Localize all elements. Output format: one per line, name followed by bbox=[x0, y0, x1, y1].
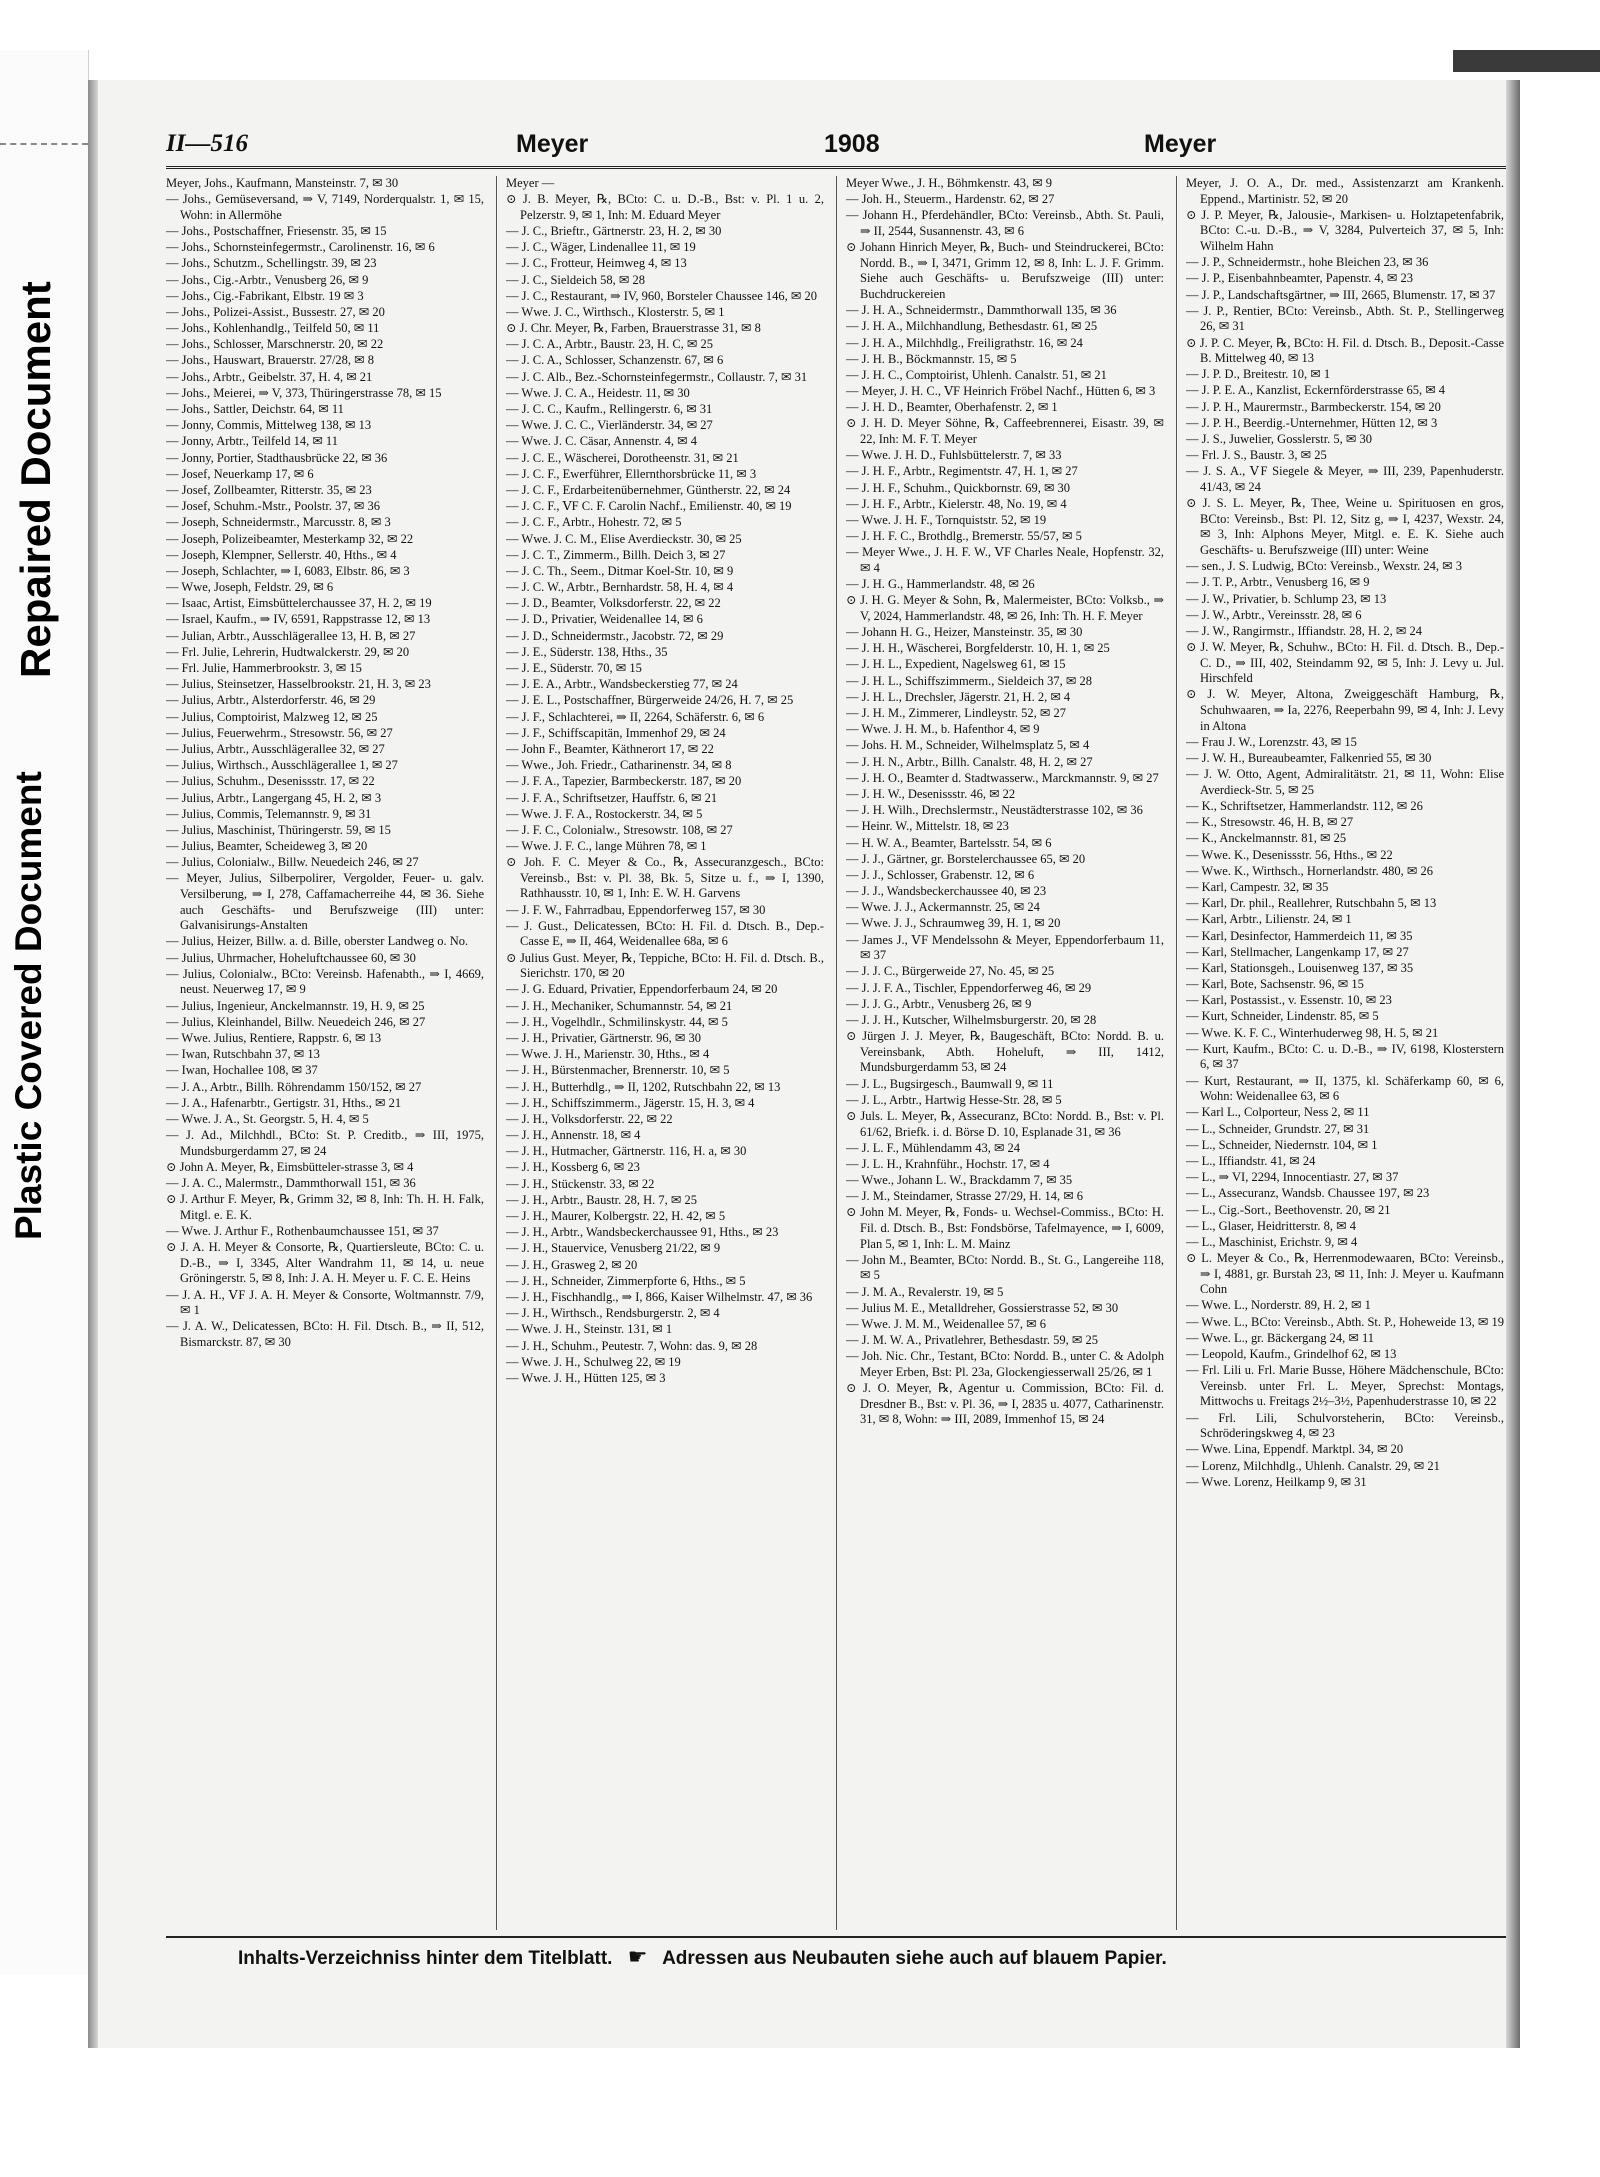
directory-entry: — Karl, Dr. phil., Reallehrer, Rutschbahn 5, ✉ 13 bbox=[1186, 896, 1437, 911]
directory-entry: — J. J. H., Kutscher, Wilhelmsburgerstr. 20, ✉ 28 bbox=[846, 1013, 1097, 1027]
directory-entry: — J. H. A., Schneidermstr., Dammthorwall 135, ✉ 36 bbox=[846, 303, 1117, 318]
directory-entry: ⊙ L. Meyer & Co., ℞, Herrenmodewaaren, BCto: Vereinsb., ⇒ I, 4881, gr. Burstah 23, ✉ 11, Inh: J. Meyer u. Kaufmann Cohn bbox=[1186, 1251, 1504, 1297]
directory-entry: — J. H. B., Böckmannstr. 15, ✉ 5 bbox=[846, 351, 1017, 366]
directory-entry: — John F., Beamter, Käthnerort 17, ✉ 22 bbox=[506, 741, 714, 756]
directory-entry: — Frl. J. S., Baustr. 3, ✉ 25 bbox=[1186, 448, 1327, 463]
directory-entry: — L., Assecuranz, Wandsb. Chaussee 197, ✉ 23 bbox=[1186, 1186, 1430, 1201]
directory-entry: — Johs., Cig.-Fabrikant, Elbstr. 19 ✉ 3 bbox=[166, 288, 364, 303]
directory-entry: — J. D., Privatier, Weidenallee 14, ✉ 6 bbox=[506, 612, 703, 627]
directory-entry: — J. A. H., ⅤF J. A. H. Meyer & Consorte, Woltmannstr. 7/9, ✉ 1 bbox=[166, 1287, 484, 1318]
directory-entry: — J. P. E. A., Kanzlist, Eckernförderstrasse 65, ✉ 4 bbox=[1186, 383, 1446, 398]
directory-entry: — Julius, Commis, Telemannstr. 9, ✉ 31 bbox=[166, 806, 372, 821]
directory-entry: — Kurt, Kaufm., BCto: C. u. D.-B., ⇒ IV, 6198, Klosterstern 6, ✉ 37 bbox=[1186, 1041, 1504, 1072]
column-divider bbox=[836, 176, 837, 1930]
column-1 bbox=[166, 176, 484, 1930]
directory-entry: — James J., ⅤF Mendelssohn & Meyer, Eppendorferbaum 11, ✉ 37 bbox=[846, 932, 1164, 963]
directory-entry: ⊙ John M. Meyer, ℞, Fonds- u. Wechsel-Commiss., BCto: H. Fil. d. Dtsch. B., Bst: Fondsbörse, Tafelmayence, ⇒ I, 6009, Plan 5, ✉ 1, Inh: L. M. Mainz bbox=[846, 1205, 1164, 1251]
directory-entry: — H. W. A., Beamter, Bartelsstr. 54, ✉ 6 bbox=[846, 835, 1052, 850]
directory-entry: — Frau J. W., Lorenzstr. 43, ✉ 15 bbox=[1186, 734, 1357, 749]
directory-entry: — J. H. F., Arbtr., Regimentstr. 47, H. 1, ✉ 27 bbox=[846, 464, 1078, 479]
directory-entry: ⊙ J. W. Meyer, ℞, Schuhw., BCto: H. Fil. d. Dtsch. B., Dep.-C. D., ⇒ III, 402, Steindamm 92, ✉ 5, Inh: J. Levy u. Jul. Hirschfeld bbox=[1186, 640, 1504, 686]
directory-entry: — J. H. F. C., Brothdlg., Bremerstr. 55/57, ✉ 5 bbox=[846, 529, 1082, 544]
directory-entry: — Johs., Arbtr., Geibelstr. 37, H. 4, ✉ 21 bbox=[166, 369, 373, 384]
directory-entry: — J. H. G., Hammerlandstr. 48, ✉ 26 bbox=[846, 577, 1035, 592]
directory-entry: Meyer Wwe., J. H., Böhmkenstr. 43, ✉ 9 bbox=[846, 176, 1053, 190]
directory-entry: — Wwe., Joh. Friedr., Catharinenstr. 34, ✉ 8 bbox=[506, 758, 732, 773]
directory-entry: — J. H., Schiffszimmerm., Jägerstr. 15, H. 3, ✉ 4 bbox=[506, 1095, 755, 1110]
directory-entry: — J. E. L., Postschaffner, Bürgerweide 24/26, H. 7, ✉ 25 bbox=[506, 693, 794, 708]
directory-entry: — J. C., Wäger, Lindenallee 11, ✉ 19 bbox=[506, 240, 696, 255]
directory-entry: — L., Schneider, Niedernstr. 104, ✉ 1 bbox=[1186, 1137, 1378, 1152]
directory-entry: — Wwe, Joseph, Feldstr. 29, ✉ 6 bbox=[166, 580, 334, 595]
directory-entry: — Wwe. J. A., St. Georgstr. 5, H. 4, ✉ 5 bbox=[166, 1111, 369, 1126]
directory-entry: — Julius, Heizer, Billw. a. d. Bille, oberster Landweg o. No. bbox=[166, 934, 469, 949]
directory-entry: — J. H., Kossberg 6, ✉ 23 bbox=[506, 1160, 640, 1175]
directory-entry: — J. J. F. A., Tischler, Eppendorferweg 46, ✉ 29 bbox=[846, 980, 1092, 995]
directory-entry: — J. H., Stückenstr. 33, ✉ 22 bbox=[506, 1176, 655, 1191]
directory-entry: — J. F., Schiffscapitän, Immenhof 29, ✉ 24 bbox=[506, 725, 726, 740]
directory-entry: — J. W. Otto, Agent, Admiralitätstr. 21, ✉ 11, Wohn: Elise Averdieck-Str. 5, ✉ 25 bbox=[1186, 767, 1504, 797]
directory-entry: — L., Glaser, Heidritterstr. 8, ✉ 4 bbox=[1186, 1218, 1357, 1233]
directory-entry: — Johann H., Pferdehändler, BCto: Vereinsb., Abth. St. Pauli, ⇒ II, 2544, Susannenstr. 43, ✉ 6 bbox=[846, 208, 1164, 238]
directory-entry: ⊙ Julius Gust. Meyer, ℞, Teppiche, BCto: H. Fil. d. Dtsch. B., Sierichstr. 170, ✉ 20 bbox=[506, 950, 824, 981]
directory-entry: — J. J., Gärtner, gr. Borstelerchaussee 65, ✉ 20 bbox=[846, 851, 1086, 866]
directory-entry: — Wwe. Lina, Eppendf. Marktpl. 34, ✉ 20 bbox=[1186, 1442, 1404, 1457]
directory-entry: — J. H. Wilh., Drechslermstr., Neustädterstrasse 102, ✉ 36 bbox=[846, 803, 1143, 818]
directory-entry: — J. E., Süderstr. 138, Hths., 35 bbox=[506, 644, 668, 659]
directory-entry: — Iwan, Hochallee 108, ✉ 37 bbox=[166, 1063, 318, 1078]
directory-page bbox=[88, 80, 1520, 2048]
directory-entry: ⊙ John A. Meyer, ℞, Eimsbütteler-strasse 3, ✉ 4 bbox=[166, 1159, 414, 1174]
directory-entry: — J. J., Schlosser, Grabenstr. 12, ✉ 6 bbox=[846, 867, 1035, 882]
running-head-right: Meyer bbox=[1144, 130, 1217, 158]
directory-entry: — J. L., Arbtr., Hartwig Hesse-Str. 28, ✉ 5 bbox=[846, 1092, 1062, 1107]
directory-entry: — J. H. L., Schiffszimmerm., Sieldeich 37, ✉ 28 bbox=[846, 673, 1092, 688]
directory-entry: ⊙ J. S. L. Meyer, ℞, Thee, Weine u. Spirituosen en gros, BCto: Vereinsb., Bst: Pl. 12, Sitz g, ⇒ I, 4237, Wexstr. 24, ✉ 3, Inh: Alphons Meyer, Mitgl. e. E. K. Siehe auch Geschäfts- u. Berufszweige (III) unter: Weine bbox=[1186, 496, 1504, 557]
directory-entry: — J. C. Alb., Bez.-Schornsteinfegermstr., Collaustr. 7, ✉ 31 bbox=[506, 369, 808, 384]
directory-entry: ⊙ Johann Hinrich Meyer, ℞, Buch- und Steindruckerei, BCto: Nordd. B., ⇒ I, 3471, Grimm 12, ✉ 8, Inh: L. J. F. Grimm. Siehe auch Geschäfts- u. Berufszweige (III) unter: Buchdruckereien bbox=[846, 240, 1164, 301]
directory-entry: — Wwe. J. C., Wirthsch., Klosterstr. 5, ✉ 1 bbox=[506, 304, 725, 319]
directory-entry: — Julius, Colonialw., Billw. Neuedeich 246, ✉ 27 bbox=[166, 855, 419, 870]
directory-entry: — Joseph, Schneidermstr., Marcusstr. 8, ✉ 3 bbox=[166, 515, 391, 530]
directory-entry: — J. H. L., Drechsler, Jägerstr. 21, H. 2, ✉ 4 bbox=[846, 689, 1071, 704]
directory-entry: — Johann H. G., Heizer, Mansteinstr. 35, ✉ 30 bbox=[846, 625, 1083, 640]
directory-entry: — Josef, Schuhm.-Mstr., Poolstr. 37, ✉ 36 bbox=[166, 499, 380, 514]
directory-entry: — Johs., Kohlenhandlg., Teilfeld 50, ✉ 11 bbox=[166, 321, 380, 336]
directory-entry: — Wwe. K., Wirthsch., Hornerlandstr. 480, ✉ 26 bbox=[1186, 863, 1433, 878]
directory-entry: — L., Maschinist, Erichstr. 9, ✉ 4 bbox=[1186, 1234, 1358, 1249]
directory-entry: — Johs. H. M., Schneider, Wilhelmsplatz 5, ✉ 4 bbox=[846, 738, 1090, 753]
directory-entry: — J. H., Maurer, Kolbergstr. 22, H. 42, ✉ 5 bbox=[506, 1209, 726, 1224]
directory-entry: ⊙ J. B. Meyer, ℞, BCto: C. u. D.-B., Bst: v. Pl. 1 u. 2, Pelzerstr. 9, ✉ 1, Inh: M. Eduard Meyer bbox=[506, 192, 824, 222]
scan-edge-bar bbox=[1453, 50, 1600, 72]
directory-entry: — J. H. H., Wäscherei, Borgfelderstr. 10, H. 1, ✉ 25 bbox=[846, 641, 1110, 656]
directory-entry: — J. E., Süderstr. 70, ✉ 15 bbox=[506, 661, 642, 676]
directory-entry: — Julius, Beamter, Scheideweg 3, ✉ 20 bbox=[166, 839, 368, 854]
directory-entry: — J. H. L., Expedient, Nagelsweg 61, ✉ 15 bbox=[846, 657, 1066, 672]
directory-entry: — J. C. F., Ewerführer, Ellernthorsbrücke 11, ✉ 3 bbox=[506, 466, 757, 481]
directory-entry: — Wwe. J. F. C., lange Mühren 78, ✉ 1 bbox=[506, 839, 707, 854]
directory-entry: — Wwe. K. F. C., Winterhuderweg 98, H. 5, ✉ 21 bbox=[1186, 1025, 1439, 1040]
directory-entry: — J. T. P., Arbtr., Venusberg 16, ✉ 9 bbox=[1186, 575, 1370, 590]
directory-entry: — J. Gust., Delicatessen, BCto: H. Fil. d. Dtsch. B., Dep.-Casse E, ⇒ II, 464, Weidenallee 68a, ✉ 6 bbox=[506, 918, 824, 949]
running-head-left: Meyer bbox=[516, 130, 589, 158]
directory-entry: — K., Stresowstr. 46, H. B, ✉ 27 bbox=[1186, 815, 1354, 830]
directory-entry: — J. A., Arbtr., Billh. Röhrendamm 150/152, ✉ 27 bbox=[166, 1079, 422, 1094]
directory-entry: — Wwe. J. H., Marienstr. 30, Hths., ✉ 4 bbox=[506, 1047, 710, 1062]
directory-entry: — Meyer Wwe., J. H. F. W., ⅤF Charles Neale, Hopfenstr. 32, ✉ 4 bbox=[846, 545, 1164, 575]
directory-entry: — J. H., Arbtr., Baustr. 28, H. 7, ✉ 25 bbox=[506, 1192, 698, 1207]
directory-entry: — J. H. F., Schuhm., Quickbornstr. 69, ✉ 30 bbox=[846, 480, 1071, 495]
directory-entry: — J. H. A., Milchhdlg., Freiligrathstr. 16, ✉ 24 bbox=[846, 335, 1083, 350]
directory-entry: — Karl, Arbtr., Lilienstr. 24, ✉ 1 bbox=[1186, 912, 1352, 927]
directory-entry: — Karl, Campestr. 32, ✉ 35 bbox=[1186, 879, 1329, 894]
directory-entry: — Kurt, Schneider, Lindenstr. 85, ✉ 5 bbox=[1186, 1009, 1379, 1024]
directory-entry: — J. H. C., Comptoirist, Uhlenh. Canalstr. 51, ✉ 21 bbox=[846, 367, 1107, 382]
page-footer bbox=[238, 1944, 1468, 1974]
directory-entry: — Wwe. Julius, Rentiere, Rappstr. 6, ✉ 13 bbox=[166, 1030, 382, 1045]
directory-entry: — Wwe. J. Arthur F., Rothenbaumchaussee 151, ✉ 37 bbox=[166, 1224, 439, 1239]
column-divider bbox=[496, 176, 497, 1930]
directory-entry: — J. H. A., Milchhandlung, Bethesdastr. 61, ✉ 25 bbox=[846, 319, 1098, 334]
directory-entry: — J. L. H., Krahnführ., Hochstr. 17, ✉ 4 bbox=[846, 1156, 1050, 1171]
directory-entry: — Israel, Kaufm., ⇒ IV, 6591, Rappstrasse 12, ✉ 13 bbox=[166, 612, 431, 627]
directory-entry: — Julius, Colonialw., BCto: Vereinsb. Hafenabth., ⇒ I, 4669, neust. Neuerweg 17, ✉ 9 bbox=[166, 966, 484, 997]
directory-entry: — Julius, Arbtr., Alsterdorferstr. 46, ✉ 29 bbox=[166, 693, 376, 708]
directory-entry: — Joseph, Schlachter, ⇒ I, 6083, Elbstr. 86, ✉ 3 bbox=[166, 563, 410, 578]
directory-entry: — J. H., Hutmacher, Gärtnerstr. 116, H. a, ✉ 30 bbox=[506, 1144, 747, 1159]
directory-entry: — Johs., Sattler, Deichstr. 64, ✉ 11 bbox=[166, 402, 344, 417]
directory-entry: — J. H. D., Beamter, Oberhafenstr. 2, ✉ 1 bbox=[846, 400, 1058, 415]
directory-entry: — J. F. C., Colonialw., Stresowstr. 108, ✉ 27 bbox=[506, 822, 733, 837]
directory-entry: — J. H., Privatier, Gärtnerstr. 96, ✉ 30 bbox=[506, 1030, 702, 1045]
directory-entry: — Johs., Postschaffner, Friesenstr. 35, ✉ 15 bbox=[166, 223, 387, 238]
directory-entry: — Joseph, Klempner, Sellerstr. 40, Hths., ✉ 4 bbox=[166, 547, 397, 562]
directory-entry: — Wwe. J. H. M., b. Hafenthor 4, ✉ 9 bbox=[846, 722, 1040, 737]
directory-entry: — J. W., Privatier, b. Schlump 23, ✉ 13 bbox=[1186, 591, 1387, 606]
directory-entry: — Julius, Arbtr., Ausschlägerallee 32, ✉ 27 bbox=[166, 741, 385, 756]
directory-entry: — Lorenz, Milchhdlg., Uhlenh. Canalstr. 29, ✉ 21 bbox=[1186, 1458, 1440, 1473]
column-divider bbox=[1176, 176, 1177, 1930]
directory-entry: — J. H., Vogelhdlr., Schmilinskystr. 44, ✉ 5 bbox=[506, 1014, 728, 1029]
directory-entry: — Wwe. J. H. F., Tornquiststr. 52, ✉ 19 bbox=[846, 512, 1047, 527]
directory-entry: — Wwe. J. H. D., Fuhlsbüttelerstr. 7, ✉ 33 bbox=[846, 448, 1062, 463]
directory-entry: — Karl L., Colporteur, Ness 2, ✉ 11 bbox=[1186, 1105, 1370, 1120]
directory-entry: — J. J. C., Bürgerweide 27, No. 45, ✉ 25 bbox=[846, 964, 1055, 979]
tab-dashed-line bbox=[0, 143, 88, 145]
directory-entry: — sen., J. S. Ludwig, BCto: Vereinsb., Wexstr. 24, ✉ 3 bbox=[1186, 559, 1463, 574]
directory-entry: — J. W. H., Bureaubeamter, Falkenried 55, ✉ 30 bbox=[1186, 751, 1432, 766]
directory-entry: — Karl, Stationsgeh., Louisenweg 137, ✉ 35 bbox=[1186, 960, 1414, 975]
directory-entry: — Johs., Gemüseversand, ⇒ V, 7149, Norderqualstr. 1, ✉ 15, Wohn: in Allermöhe bbox=[166, 192, 484, 222]
directory-entry: — Wwe. J. C. Cäsar, Annenstr. 4, ✉ 4 bbox=[506, 434, 697, 449]
directory-entry: — Julius, Feuerwehrm., Stresowstr. 56, ✉ 27 bbox=[166, 725, 393, 740]
directory-entry: — J. P. H., Beerdig.-Unternehmer, Hütten 12, ✉ 3 bbox=[1186, 415, 1438, 430]
directory-entry: — J. P., Landschaftsgärtner, ⇒ III, 2665, Blumenstr. 17, ✉ 37 bbox=[1186, 287, 1496, 302]
directory-entry: ⊙ J. H. D. Meyer Söhne, ℞, Caffeebrennerei, Eisastr. 39, ✉ 22, Inh: M. F. T. Meyer bbox=[846, 416, 1164, 447]
directory-entry: ⊙ J. P. C. Meyer, ℞, BCto: H. Fil. d. Dtsch. B., Deposit.-Casse B. Mittelweg 40, ✉ 13 bbox=[1186, 335, 1504, 366]
directory-entry: Meyer, J. O. A., Dr. med., Assistenzarzt am Krankenh. Eppend., Martinistr. 52, ✉ 20 bbox=[1186, 176, 1504, 206]
directory-entry: — J. C. Th., Seem., Ditmar Koel-Str. 10, ✉ 9 bbox=[506, 563, 734, 578]
page-number: II—516 bbox=[166, 130, 248, 157]
directory-entry: — Wwe. L., Norderstr. 89, H. 2, ✉ 1 bbox=[1186, 1298, 1371, 1313]
directory-entry: — Frl. Julie, Hammerbrookstr. 3, ✉ 15 bbox=[166, 661, 362, 676]
directory-entry: — Wwe. J. J., Ackermannstr. 25, ✉ 24 bbox=[846, 900, 1040, 915]
directory-entry: — Wwe. J. H., Schulweg 22, ✉ 19 bbox=[506, 1354, 681, 1369]
page-binding-edge bbox=[88, 80, 98, 2048]
directory-entry: — Johs., Schutzm., Schellingstr. 39, ✉ 23 bbox=[166, 256, 377, 271]
pointing-hand-icon: ☛ bbox=[627, 1944, 648, 1969]
directory-columns bbox=[166, 176, 1506, 1930]
directory-entry: — J. H., Grasweg 2, ✉ 20 bbox=[506, 1257, 638, 1272]
directory-entry: — Joh. Nic. Chr., Testant, BCto: Nordd. B., unter C. & Adolph Meyer Erben, Bst: Pl. 23a, Glockengiesserwall 25/26, ✉ 1 bbox=[846, 1349, 1164, 1379]
directory-entry: — Wwe. J. F. A., Rostockerstr. 34, ✉ 5 bbox=[506, 806, 703, 821]
directory-entry: — Meyer, Julius, Silberpolirer, Vergolder, Feuer- u. galv. Versilberung, ⇒ I, 278, Caffamacherreihe 44, ✉ 36. Siehe auch Geschäfts- und Berufszweige (III) unter: Galvanisirungs-Anstalten bbox=[166, 871, 484, 933]
directory-entry: — Julius, Maschinist, Thüringerstr. 59, ✉ 15 bbox=[166, 822, 391, 837]
directory-entry: — L., Schneider, Grundstr. 27, ✉ 31 bbox=[1186, 1121, 1370, 1136]
directory-entry: — Julius, Schuhm., Desenissstr. 17, ✉ 22 bbox=[166, 774, 375, 789]
directory-entry: ⊙ J. P. Meyer, ℞, Jalousie-, Markisen- u. Holztapetenfabrik, BCto: C.-u. D.-B., ⇒ V, 3284, Pulverteich 37, ✉ 5, Inh: Wilhelm Hahn bbox=[1186, 207, 1504, 253]
repaired-document-label: Repaired Document bbox=[12, 281, 59, 678]
footer-index-note: Inhalts-Verzeichniss hinter dem Titelblatt. bbox=[238, 1948, 613, 1969]
directory-entry: — J. P., Schneidermstr., hohe Bleichen 23, ✉ 36 bbox=[1186, 255, 1429, 270]
directory-entry: — Leopold, Kaufm., Grindelhof 62, ✉ 13 bbox=[1186, 1347, 1397, 1361]
header-rule bbox=[166, 166, 1506, 169]
directory-entry: — Wwe. Lorenz, Heilkamp 9, ✉ 31 bbox=[1186, 1474, 1367, 1489]
directory-entry: — J. H., Stauervice, Venusberg 21/22, ✉ 9 bbox=[506, 1241, 721, 1256]
directory-entry: — Jonny, Commis, Mittelweg 138, ✉ 13 bbox=[166, 418, 372, 433]
directory-entry: — J. F. A., Tapezier, Barmbeckerstr. 187, ✉ 20 bbox=[506, 774, 742, 789]
directory-entry: ⊙ J. A. H. Meyer & Consorte, ℞, Quartiersleute, BCto: C. u. D.-B., ⇒ I, 3345, Alter Wandrahm 11, ✉ 14, u. neue Gröningerstr. 5, ✉ 8, Inh: J. A. H. Meyer u. F. C. E. Heins bbox=[166, 1240, 484, 1286]
page-outer-edge bbox=[1506, 80, 1520, 2048]
directory-entry: — Karl, Postassist., v. Essenstr. 10, ✉ 23 bbox=[1186, 993, 1392, 1008]
directory-entry: ⊙ Joh. F. C. Meyer & Co., ℞, Assecuranzgesch., BCto: Vereinsb., Bst: v. Pl. 38, Bk. 5, Sitze u. f., ⇒ I, 1390, Rathhausstr. 10, ✉ 1, Inh: E. W. H. Garvens bbox=[506, 855, 824, 901]
directory-entry: — J. H., Bürstenmacher, Brennerstr. 10, ✉ 5 bbox=[506, 1063, 730, 1078]
directory-entry: — J. H. O., Beamter d. Stadtwasserw., Marckmannstr. 9, ✉ 27 bbox=[846, 770, 1159, 785]
column-2 bbox=[506, 176, 824, 1930]
directory-entry: — J. C. E., Wäscherei, Dorotheenstr. 31, ✉ 21 bbox=[506, 450, 739, 465]
directory-entry: — J. L. F., Mühlendamm 43, ✉ 24 bbox=[846, 1140, 1021, 1155]
directory-entry: — Johs., Schornsteinfegermstr., Carolinenstr. 16, ✉ 6 bbox=[166, 240, 435, 255]
directory-entry: — Frl. Julie, Lehrerin, Hudtwalckerstr. 29, ✉ 20 bbox=[166, 644, 410, 659]
directory-entry: ⊙ J. Arthur F. Meyer, ℞, Grimm 32, ✉ 8, Inh: Th. H. H. Falk, Mitgl. e. E. K. bbox=[166, 1192, 484, 1222]
directory-entry: — J. Ad., Milchhdl., BCto: St. P. Creditb., ⇒ III, 1975, Mundsburgerdamm 27, ✉ 24 bbox=[166, 1128, 484, 1158]
column-4 bbox=[1186, 176, 1504, 1930]
directory-entry: — John M., Beamter, BCto: Nordd. B., St. G., Langereihe 118, ✉ 5 bbox=[846, 1252, 1164, 1283]
directory-entry: — Julius, Ingenieur, Anckelmannstr. 19, H. 9, ✉ 25 bbox=[166, 998, 425, 1013]
directory-entry: — J. A. W., Delicatessen, BCto: H. Fil. Dtsch. B., ⇒ II, 512, Bismarckstr. 87, ✉ 30 bbox=[166, 1319, 484, 1349]
directory-entry: ⊙ Juls. L. Meyer, ℞, Assecuranz, BCto: Nordd. B., Bst: v. Pl. 61/62, Briefk. i. d. Börse D. 10, Esplanade 31, ✉ 36 bbox=[846, 1108, 1164, 1139]
directory-entry: — J. D., Schneidermstr., Jacobstr. 72, ✉ 29 bbox=[506, 628, 724, 643]
page-header bbox=[166, 122, 1506, 166]
directory-entry: — J. P., Eisenbahnbeamter, Papenstr. 4, ✉ 23 bbox=[1186, 271, 1413, 286]
directory-entry: — J. L., Bugsirgesch., Baumwall 9, ✉ 11 bbox=[846, 1076, 1054, 1091]
directory-entry: — Isaac, Artist, Eimsbüttelerchaussee 37, H. 2, ✉ 19 bbox=[166, 596, 432, 611]
directory-entry: — J. H., Schuhm., Peutestr. 7, Wohn: das. 9, ✉ 28 bbox=[506, 1338, 758, 1353]
directory-entry: — K., Anckelmannstr. 81, ✉ 25 bbox=[1186, 831, 1347, 846]
directory-entry: — J. F., Schlachterei, ⇒ II, 2264, Schäferstr. 6, ✉ 6 bbox=[506, 709, 765, 724]
directory-entry: — L., ⇒ VI, 2294, Innocentiastr. 27, ✉ 37 bbox=[1186, 1170, 1399, 1185]
directory-entry: — Wwe. J. M. M., Weidenallee 57, ✉ 6 bbox=[846, 1317, 1046, 1331]
directory-entry: — J. P. D., Breitestr. 10, ✉ 1 bbox=[1186, 367, 1331, 382]
directory-entry: — Julius, Arbtr., Langergang 45, H. 2, ✉ 3 bbox=[166, 790, 382, 805]
directory-entry: — Johs., Hauswart, Brauerstr. 27/28, ✉ 8 bbox=[166, 353, 375, 368]
directory-entry: — L., Iffiandstr. 41, ✉ 24 bbox=[1186, 1153, 1316, 1168]
directory-entry: — J. A., Hafenarbtr., Gertigstr. 31, Hths., ✉ 21 bbox=[166, 1095, 402, 1110]
directory-entry: — J. C. F., Arbtr., Hohestr. 72, ✉ 5 bbox=[506, 515, 682, 530]
directory-entry: — J. S. A., ⅤF Siegele & Meyer, ⇒ III, 239, Papenhuderstr. 41/43, ✉ 24 bbox=[1186, 464, 1504, 494]
directory-entry: — Karl, Bote, Sachsenstr. 96, ✉ 15 bbox=[1186, 977, 1364, 992]
directory-entry: — J. H., Butterhdlg., ⇒ II, 1202, Rutschbahn 22, ✉ 13 bbox=[506, 1079, 781, 1094]
directory-entry: — J. H., Schneider, Zimmerpforte 6, Hths., ✉ 5 bbox=[506, 1273, 746, 1288]
directory-entry: — J. H. F., Arbtr., Kielerstr. 48, No. 19, ✉ 4 bbox=[846, 496, 1067, 511]
directory-entry: ⊙ J. H. G. Meyer & Sohn, ℞, Malermeister, BCto: Volksb., ⇒ V, 2024, Hammerlandstr. 48, ✉ 26, Inh: Th. H. F. Meyer bbox=[846, 593, 1164, 623]
directory-entry: — Joseph, Polizeibeamter, Mesterkamp 32, ✉ 22 bbox=[166, 531, 414, 546]
footer-rule bbox=[166, 1936, 1506, 1938]
directory-entry: ⊙ J. W. Meyer, Altona, Zweiggeschäft Hamburg, ℞, Schuhwaaren, ⇒ Ia, 2276, Reeperbahn 99, ✉ 4, Inh: J. Levy in Altona bbox=[1186, 687, 1504, 733]
directory-entry: — J. C. A., Arbtr., Baustr. 23, H. C, ✉ 25 bbox=[506, 337, 714, 352]
directory-entry: — J. P., Rentier, BCto: Vereinsb., Abth. St. P., Stellingerweg 26, ✉ 31 bbox=[1186, 303, 1504, 334]
directory-entry: — J. C. W., Arbtr., Bernhardstr. 58, H. 4, ✉ 4 bbox=[506, 580, 734, 595]
directory-entry: — K., Schriftsetzer, Hammerlandstr. 112, ✉ 26 bbox=[1186, 799, 1423, 813]
directory-entry: — J. C. T., Zimmerm., Billh. Deich 3, ✉ 27 bbox=[506, 547, 726, 562]
directory-entry: — Kurt, Restaurant, ⇒ II, 1375, kl. Schäferkamp 60, ✉ 6, Wohn: Weidenallee 63, ✉ 6 bbox=[1186, 1073, 1504, 1104]
directory-entry: — Josef, Zollbeamter, Ritterstr. 35, ✉ 23 bbox=[166, 482, 372, 497]
directory-entry: — J. D., Beamter, Volksdorferstr. 22, ✉ 22 bbox=[506, 596, 721, 611]
directory-entry: — J. M. A., Revalerstr. 19, ✉ 5 bbox=[846, 1284, 1004, 1299]
directory-entry: — J. H. N., Arbtr., Billh. Canalstr. 48, H. 2, ✉ 27 bbox=[846, 754, 1093, 769]
directory-entry: — J. F. W., Fahrradbau, Eppendorferweg 157, ✉ 30 bbox=[506, 902, 766, 917]
directory-entry: — Johs., Cig.-Arbtr., Venusberg 26, ✉ 9 bbox=[166, 272, 369, 287]
directory-entry: — Julius, Uhrmacher, Hoheluftchaussee 60, ✉ 30 bbox=[166, 950, 416, 965]
directory-entry: — Wwe. J. C. A., Heidestr. 11, ✉ 30 bbox=[506, 385, 690, 400]
directory-entry: — J. W., Rangirmstr., Iffiandstr. 28, H. 2, ✉ 24 bbox=[1186, 623, 1422, 638]
footer-new-buildings-note: Adressen aus Neubauten siehe auch auf blauem Papier. bbox=[662, 1948, 1167, 1969]
directory-entry: — Julius, Kleinhandel, Billw. Neuedeich 246, ✉ 27 bbox=[166, 1014, 426, 1029]
directory-entry: — J. H., Annenstr. 18, ✉ 4 bbox=[506, 1128, 641, 1143]
directory-entry: — Wwe. J. H., Steinstr. 131, ✉ 1 bbox=[506, 1322, 673, 1337]
directory-entry: — Wwe., Johann L. W., Brackdamm 7, ✉ 35 bbox=[846, 1173, 1073, 1188]
directory-entry: — Iwan, Rutschbahn 37, ✉ 13 bbox=[166, 1047, 320, 1062]
directory-entry: — J. J., Wandsbeckerchaussee 40, ✉ 23 bbox=[846, 884, 1047, 899]
directory-entry: — J. M., Steindamer, Strasse 27/29, H. 14, ✉ 6 bbox=[846, 1189, 1084, 1204]
directory-entry: — Julius, Wirthsch., Ausschlägerallee 1, ✉ 27 bbox=[166, 758, 398, 773]
directory-entry: — J. H. M., Zimmerer, Lindleystr. 52, ✉ 27 bbox=[846, 706, 1067, 721]
directory-entry: — Jonny, Arbtr., Teilfeld 14, ✉ 11 bbox=[166, 434, 338, 449]
directory-entry: — J. W., Arbtr., Vereinsstr. 28, ✉ 6 bbox=[1186, 607, 1362, 622]
directory-entry: — J. F. A., Schriftsetzer, Hauffstr. 6, ✉ 21 bbox=[506, 790, 718, 805]
directory-entry: — Johs., Polizei-Assist., Bussestr. 27, ✉ 20 bbox=[166, 304, 385, 319]
directory-entry: — J. C., Frotteur, Heimweg 4, ✉ 13 bbox=[506, 256, 687, 271]
directory-entry: — Wwe. L., BCto: Vereinsb., Abth. St. P., Hoheweide 13, ✉ 19 bbox=[1186, 1314, 1504, 1329]
year-heading: 1908 bbox=[824, 130, 880, 158]
directory-entry: — J. C., Brieftr., Gärtnerstr. 23, H. 2, ✉ 30 bbox=[506, 223, 722, 238]
directory-entry: — Karl, Desinfector, Hammerdeich 11, ✉ 35 bbox=[1186, 928, 1413, 943]
directory-entry: ⊙ J. Chr. Meyer, ℞, Farben, Brauerstrasse 31, ✉ 8 bbox=[506, 321, 761, 336]
directory-entry: — Wwe. J. C. M., Elise Averdieckstr. 30, ✉ 25 bbox=[506, 531, 742, 546]
directory-entry: — J. C. A., Schlosser, Schanzenstr. 67, ✉ 6 bbox=[506, 353, 724, 368]
directory-entry: — J. H., Fischhandlg., ⇒ I, 866, Kaiser Wilhelmstr. 47, ✉ 36 bbox=[506, 1289, 813, 1304]
column-3 bbox=[846, 176, 1164, 1930]
directory-entry: — J. C., Restaurant, ⇒ IV, 960, Borsteler Chaussee 146, ✉ 20 bbox=[506, 288, 817, 303]
directory-entry: — J. H., Wirthsch., Rendsburgerstr. 2, ✉ 4 bbox=[506, 1306, 720, 1321]
directory-entry: — J. H., Arbtr., Wandsbeckerchaussee 91, Hths., ✉ 23 bbox=[506, 1225, 779, 1240]
directory-entry: ⊙ Jürgen J. J. Meyer, ℞, Baugeschäft, BCto: Nordd. B. u. Vereinsbank, Abth. Hoheluft, ⇒ III, 1412, Mundsburgerdamm 53, ✉ 24 bbox=[846, 1029, 1164, 1075]
directory-entry: — Julius, Comptoirist, Malzweg 12, ✉ 25 bbox=[166, 709, 378, 724]
directory-entry: — Johs., Schlosser, Marschnerstr. 20, ✉ 22 bbox=[166, 337, 384, 352]
directory-entry: — Karl, Stellmacher, Langenkamp 17, ✉ 27 bbox=[1186, 944, 1409, 959]
directory-entry: — Wwe. J. H., Hütten 125, ✉ 3 bbox=[506, 1370, 666, 1385]
directory-entry: — J. H., Mechaniker, Schumannstr. 54, ✉ 21 bbox=[506, 998, 733, 1013]
directory-entry: — Julius M. E., Metalldreher, Gossierstrasse 52, ✉ 30 bbox=[846, 1300, 1119, 1315]
directory-entry: — Johs., Meierei, ⇒ V, 373, Thüringerstrasse 78, ✉ 15 bbox=[166, 385, 442, 400]
directory-entry: — Wwe. L., gr. Bäckergang 24, ✉ 11 bbox=[1186, 1330, 1374, 1345]
directory-entry: — Joh. H., Steuerm., Hardenstr. 62, ✉ 27 bbox=[846, 192, 1055, 207]
plastic-covered-label: Plastic Covered Document bbox=[8, 771, 49, 1240]
directory-entry: Meyer — bbox=[506, 176, 555, 190]
directory-entry: — J. C. C., Kaufm., Rellingerstr. 6, ✉ 31 bbox=[506, 402, 713, 417]
directory-entry: — J. G. Eduard, Privatier, Eppendorferbaum 24, ✉ 20 bbox=[506, 982, 778, 997]
directory-entry: — J. C. F., ⅤF C. F. Carolin Nachf., Emilienstr. 40, ✉ 19 bbox=[506, 499, 792, 514]
directory-entry: — Julian, Arbtr., Ausschlägerallee 13, H. B, ✉ 27 bbox=[166, 628, 416, 643]
directory-entry: — J. C. F., Erdarbeitenübernehmer, Güntherstr. 22, ✉ 24 bbox=[506, 482, 791, 497]
directory-entry: — Wwe. J. J., Schraumweg 39, H. 1, ✉ 20 bbox=[846, 916, 1061, 931]
directory-entry: — L., Cig.-Sort., Beethovenstr. 20, ✉ 21 bbox=[1186, 1202, 1391, 1217]
directory-entry: ⊙ J. O. Meyer, ℞, Agentur u. Commission, BCto: Fil. d. Dresdner B., Bst: v. Pl. 36, ⇒ I, 2835 u. 4077, Catharinenstr. 31, ✉ 8, Wohn: ⇒ III, 2089, Immenhof 15, ✉ 24 bbox=[846, 1381, 1164, 1427]
directory-entry: — J. H., Volksdorferstr. 22, ✉ 22 bbox=[506, 1111, 673, 1126]
directory-entry: — Heinr. W., Mittelstr. 18, ✉ 23 bbox=[846, 819, 1009, 834]
directory-entry: — J. E. A., Arbtr., Wandsbeckerstieg 77, ✉ 24 bbox=[506, 677, 738, 692]
archive-side-tab bbox=[0, 50, 89, 1975]
directory-entry: — Frl. Lili u. Frl. Marie Busse, Höhere Mädchenschule, BCto: Vereinsb. unter Frl. L. Meyer, Sprechst: Montags, Mittwochs u. Freitags 2½–3½, Papenhuderstrasse 10, ✉ 22 bbox=[1186, 1363, 1504, 1409]
directory-entry: — Wwe. J. C. C., Vierländerstr. 34, ✉ 27 bbox=[506, 418, 713, 433]
directory-entry: — Jonny, Portier, Stadthausbrücke 22, ✉ 36 bbox=[166, 450, 388, 465]
directory-entry: — J. A. C., Malermstr., Dammthorwall 151, ✉ 36 bbox=[166, 1176, 416, 1191]
directory-entry: — J. J. G., Arbtr., Venusberg 26, ✉ 9 bbox=[846, 996, 1032, 1011]
directory-entry: — Wwe. K., Desenissstr. 56, Hths., ✉ 22 bbox=[1186, 847, 1393, 862]
directory-entry: — J. H. W., Desenissstr. 46, ✉ 22 bbox=[846, 786, 1016, 801]
directory-entry: — Meyer, J. H. C., ⅤF Heinrich Fröbel Nachf., Hütten 6, ✉ 3 bbox=[846, 384, 1156, 399]
directory-entry: — Josef, Neuerkamp 17, ✉ 6 bbox=[166, 466, 314, 481]
directory-entry: — Frl. Lili, Schulvorsteherin, BCto: Vereinsb., Schröderingskweg 4, ✉ 23 bbox=[1186, 1410, 1504, 1441]
directory-entry: — J. P. H., Maurermstr., Barmbeckerstr. 154, ✉ 20 bbox=[1186, 399, 1441, 414]
directory-entry: — J. S., Juwelier, Gosslerstr. 5, ✉ 30 bbox=[1186, 432, 1373, 447]
directory-entry: — Julius, Steinsetzer, Hasselbrookstr. 21, H. 3, ✉ 23 bbox=[166, 677, 431, 692]
directory-entry: — J. C., Sieldeich 58, ✉ 28 bbox=[506, 272, 645, 287]
directory-entry: Meyer, Johs., Kaufmann, Mansteinstr. 7, ✉ 30 bbox=[166, 176, 399, 190]
directory-entry: — J. M. W. A., Privatlehrer, Bethesdastr. 59, ✉ 25 bbox=[846, 1333, 1098, 1348]
